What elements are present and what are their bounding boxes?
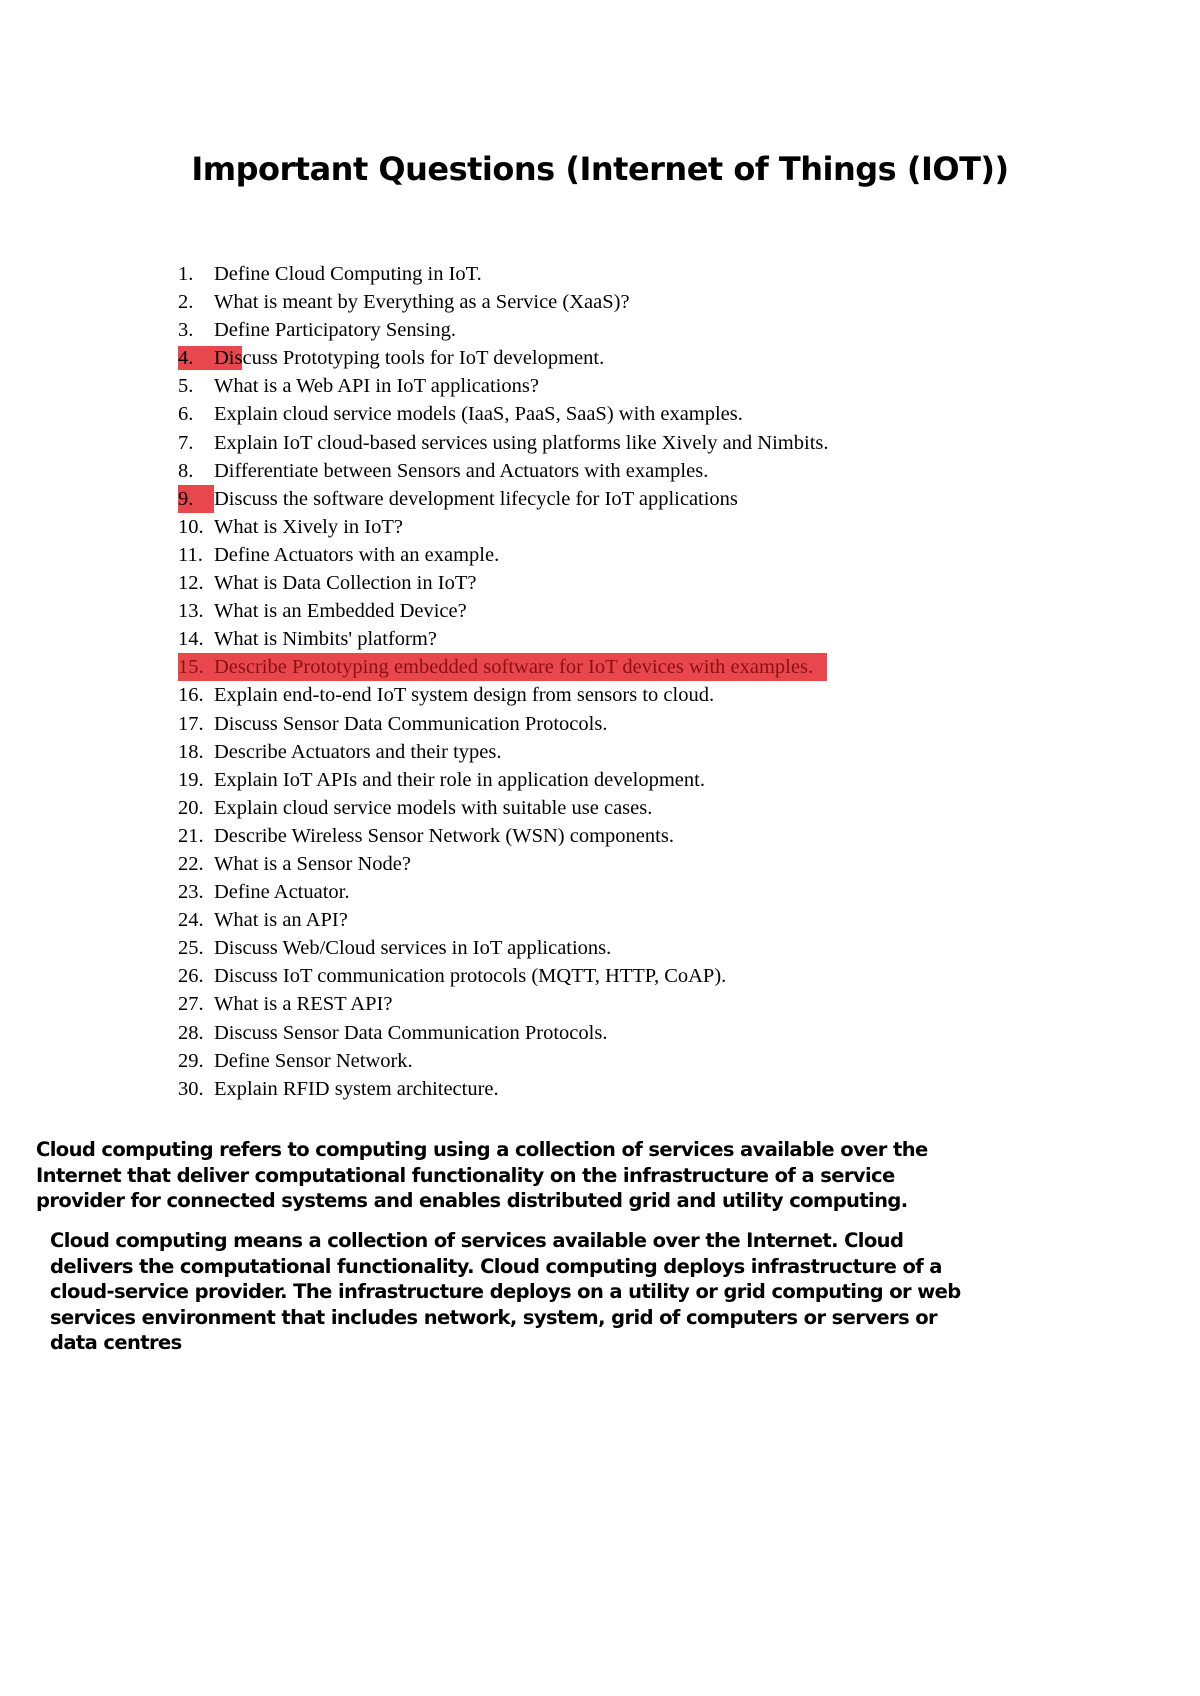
question-list [178, 260, 829, 1103]
question-number: 14. [178, 628, 204, 651]
list-item [178, 766, 829, 794]
question-text: What is a REST API? [214, 993, 393, 1016]
question-number: 13. [178, 600, 204, 623]
list-item [178, 1047, 829, 1075]
question-text: Define Actuators with an example. [214, 543, 500, 566]
question-number: 15. [178, 656, 204, 679]
list-item [178, 850, 829, 878]
question-number: 19. [178, 768, 204, 791]
list-item [178, 934, 829, 962]
question-text: What is an Embedded Device? [214, 600, 467, 623]
question-number: 20. [178, 796, 204, 819]
list-item [178, 400, 829, 428]
question-text: Describe Wireless Sensor Network (WSN) components. [214, 824, 674, 847]
list-item [178, 569, 829, 597]
list-item-highlighted [178, 344, 829, 372]
question-number: 24. [178, 909, 204, 932]
list-item [178, 597, 829, 625]
question-text: What is an API? [214, 909, 348, 932]
question-text: Describe Prototyping embedded software for IoT devices with examples. [214, 656, 814, 679]
list-item [178, 990, 829, 1018]
question-number: 8. [178, 459, 194, 482]
question-number: 23. [178, 881, 204, 904]
question-text: Define Actuator. [214, 881, 350, 904]
question-number: 21. [178, 824, 204, 847]
question-number: 16. [178, 684, 204, 707]
question-text: What is a Sensor Node? [214, 852, 411, 875]
question-number: 22. [178, 852, 204, 875]
list-item [178, 316, 829, 344]
list-item [178, 710, 829, 738]
question-number: 25. [178, 937, 204, 960]
question-number: 9. [178, 485, 214, 513]
list-item [178, 962, 829, 990]
question-text: What is meant by Everything as a Service (XaaS)? [214, 291, 630, 314]
question-number: 26. [178, 965, 204, 988]
question-text: What is a Web API in IoT applications? [214, 375, 539, 398]
question-number: 2. [178, 291, 194, 314]
question-text: Discuss IoT communication protocols (MQTT, HTTP, CoAP). [214, 965, 727, 988]
question-text: Define Sensor Network. [214, 1049, 413, 1072]
list-item [178, 625, 829, 653]
question-text: Discuss Web/Cloud services in IoT applications. [214, 937, 612, 960]
question-text: Explain IoT APIs and their role in application development. [214, 768, 705, 791]
question-number: 10. [178, 515, 204, 538]
question-number: 18. [178, 740, 204, 763]
question-number: 5. [178, 375, 194, 398]
question-number: 7. [178, 431, 194, 454]
question-text: Explain cloud service models with suitable use cases. [214, 796, 653, 819]
question-text: Explain RFID system architecture. [214, 1077, 499, 1100]
question-text: What is Xively in IoT? [214, 515, 404, 538]
question-text: Describe Actuators and their types. [214, 740, 502, 763]
question-text: What is Nimbits' platform? [214, 628, 437, 651]
list-item [178, 1075, 829, 1103]
page-title: Important Questions (Internet of Things (IOT)) [191, 150, 1009, 188]
list-item [178, 738, 829, 766]
question-number: 11. [178, 543, 203, 566]
list-item [178, 513, 829, 541]
list-item [178, 372, 829, 400]
question-number: 6. [178, 403, 194, 426]
highlight-mark [178, 653, 827, 681]
definition-paragraph-1: Cloud computing refers to computing using a collection of services available over the Internet that deliver computational functionality on the infrastructure of a service provider for connected systems and enables distributed grid and utility computing. [36, 1138, 928, 1212]
question-text: Explain IoT cloud-based services using platforms like Xively and Nimbits. [214, 431, 829, 454]
question-number: 27. [178, 993, 204, 1016]
question-text: Discuss Prototyping tools for IoT development. [214, 347, 605, 370]
list-item [178, 541, 829, 569]
list-item [178, 794, 829, 822]
question-number: 3. [178, 319, 194, 342]
question-number: 12. [178, 572, 204, 595]
question-number: 28. [178, 1021, 204, 1044]
question-number: 30. [178, 1077, 204, 1100]
list-item [178, 429, 829, 457]
question-text: Discuss Sensor Data Communication Protocols. [214, 1021, 608, 1044]
list-item [178, 260, 829, 288]
question-text: Explain cloud service models (IaaS, PaaS, SaaS) with examples. [214, 403, 743, 426]
list-item [178, 288, 829, 316]
definition-paragraph-2: Cloud computing means a collection of services available over the Internet. Cloud delivers the computational functionality. Cloud computing deploys infrastructure of a cloud-service provider. The infrastructure deploys on a utility or grid computing or web services environment that includes network, system, grid of computers or servers or data centres [50, 1229, 961, 1354]
list-item [178, 906, 829, 934]
question-number: 1. [178, 263, 194, 285]
list-item [178, 822, 829, 850]
list-item-highlighted [178, 485, 829, 513]
list-item [178, 878, 829, 906]
list-item [178, 681, 829, 709]
question-number: 17. [178, 712, 204, 735]
question-text: Define Cloud Computing in IoT. [214, 263, 482, 285]
question-text: What is Data Collection in IoT? [214, 572, 477, 595]
question-text: Discuss the software development lifecycle for IoT applications [214, 487, 738, 510]
list-item [178, 457, 829, 485]
question-number: 4. [178, 347, 194, 370]
question-text: Discuss Sensor Data Communication Protocols. [214, 712, 608, 735]
question-text: Define Participatory Sensing. [214, 319, 456, 342]
list-item-highlighted [178, 653, 827, 681]
question-text: Differentiate between Sensors and Actuators with examples. [214, 459, 709, 482]
list-item [178, 1019, 829, 1047]
question-text: Explain end-to-end IoT system design from sensors to cloud. [214, 684, 715, 707]
question-number: 29. [178, 1049, 204, 1072]
